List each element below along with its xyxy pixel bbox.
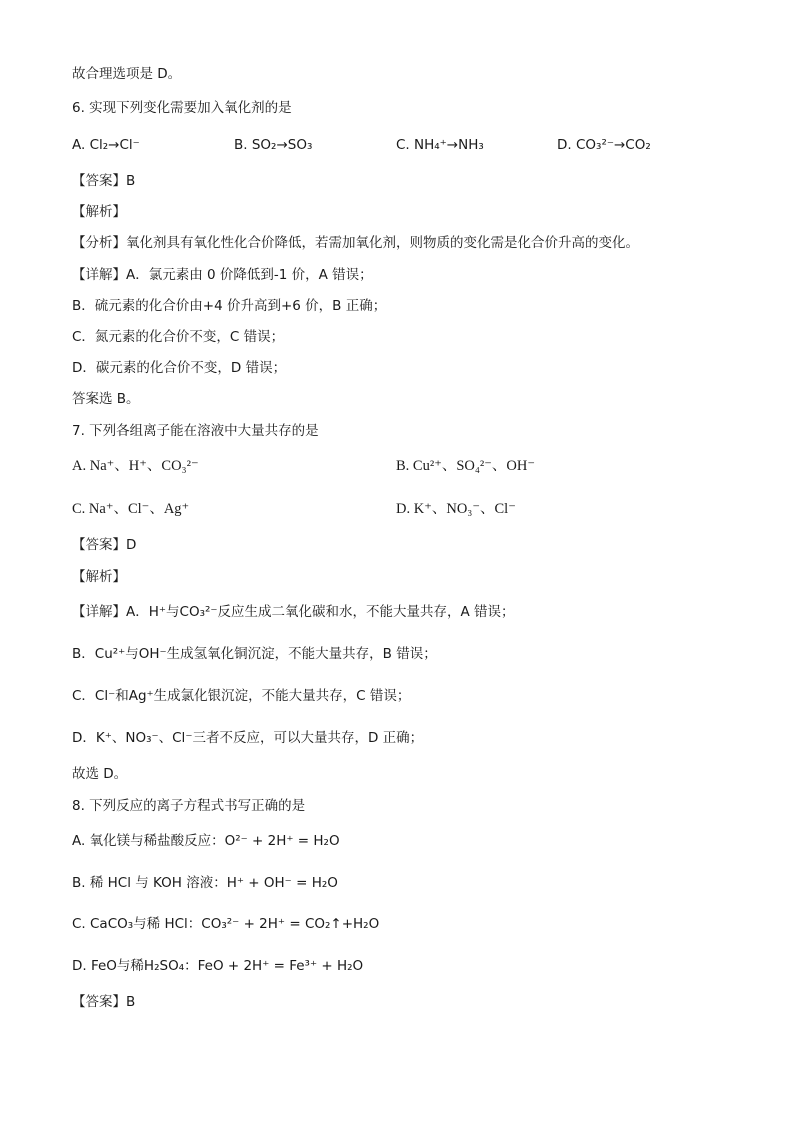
q7-conclusion: 故选 D。 <box>72 766 128 782</box>
q6-option-c-text: NH₄⁺→NH₃ <box>414 137 484 153</box>
q8-answer-tag: 【答案】 <box>72 994 126 1010</box>
q6-option-d-text: CO₃²⁻→CO₂ <box>575 137 651 153</box>
q6-option-a <box>72 135 140 155</box>
q6-fenxi-tag: 【分析】 <box>72 235 126 251</box>
q7-detail-c: C．Cl⁻和Ag⁺生成氯化银沉淀，不能大量共存，C 错误； <box>72 688 411 704</box>
q6-stem: 6. 实现下列变化需要加入氧化剂的是 <box>72 100 292 116</box>
q7-detail-a-text: A．H⁺与CO₃²⁻反应生成二氧化碳和水，不能大量共存，A 错误； <box>126 604 515 620</box>
q6-detail-b: B．硫元素的化合价由+4 价升高到+6 价，B 正确； <box>72 298 387 314</box>
q8-stem: 8. 下列反应的离子方程式书写正确的是 <box>72 798 306 814</box>
q6-option-d <box>557 135 651 155</box>
q5-conclusion: 故合理选项是 D。 <box>72 66 182 82</box>
q6-option-d-label: D. <box>557 137 576 153</box>
q6-answer-value: B <box>126 173 136 189</box>
q7-option-d: D. K⁺、NO₃⁻、Cl⁻ <box>396 501 516 517</box>
q6-analysis-tag: 【解析】 <box>72 204 126 220</box>
q8-answer <box>72 992 135 1012</box>
q7-option-c: C. Na⁺、Cl⁻、Ag⁺ <box>72 501 190 517</box>
q7-option-b: B. Cu²⁺、SO₄²⁻、OH⁻ <box>396 458 536 474</box>
q7-detail-tag: 【详解】 <box>72 604 126 620</box>
q6-detail-a <box>72 265 373 285</box>
q7-detail-d: D．K⁺、NO₃⁻、Cl⁻三者不反应，可以大量共存，D 正确； <box>72 730 424 746</box>
q7-answer-value: D <box>126 537 137 553</box>
q8-option-a: A. 氧化镁与稀盐酸反应：O²⁻ + 2H⁺ = H₂O <box>72 833 340 849</box>
q6-option-b-label: B. <box>234 137 252 153</box>
q8-answer-value: B <box>126 994 136 1010</box>
q6-option-b <box>234 135 312 155</box>
q7-detail-a <box>72 602 515 622</box>
q6-answer-tag: 【答案】 <box>72 173 126 189</box>
q6-fenxi-text: 氧化剂具有氧化性化合价降低，若需加氧化剂，则物质的变化需是化合价升高的变化。 <box>126 235 639 251</box>
q6-detail-tag: 【详解】 <box>72 267 126 283</box>
q6-option-c-label: C. <box>396 137 415 153</box>
q7-stem: 7. 下列各组离子能在溶液中大量共存的是 <box>72 423 319 439</box>
q7-analysis-tag: 【解析】 <box>72 569 126 585</box>
q8-option-b: B. 稀 HCl 与 KOH 溶液：H⁺ + OH⁻ = H₂O <box>72 875 338 891</box>
q6-option-c <box>396 135 484 155</box>
q6-detail-a-text: A．氯元素由 0 价降低到-1 价，A 错误； <box>126 267 373 283</box>
q7-detail-b: B．Cu²⁺与OH⁻生成氢氧化铜沉淀，不能大量共存，B 错误； <box>72 646 437 662</box>
q6-answer <box>72 171 135 191</box>
q6-option-b-text: SO₂→SO₃ <box>251 137 313 153</box>
q7-option-a: A. Na⁺、H⁺、CO₃²⁻ <box>72 458 199 474</box>
q6-option-a-text: Cl₂→Cl⁻ <box>89 137 140 153</box>
q8-option-d: D. FeO与稀H₂SO₄：FeO + 2H⁺ = Fe³⁺ + H₂O <box>72 958 364 974</box>
q6-conclusion: 答案选 B。 <box>72 391 140 407</box>
q8-option-c: C. CaCO₃与稀 HCl：CO₃²⁻ + 2H⁺ = CO₂↑+H₂O <box>72 916 380 932</box>
q6-detail-d: D．碳元素的化合价不变，D 错误； <box>72 360 287 376</box>
q6-fenxi <box>72 233 639 253</box>
q7-answer-tag: 【答案】 <box>72 537 126 553</box>
q7-answer <box>72 535 136 555</box>
q6-option-a-label: A. <box>72 137 90 153</box>
q6-detail-c: C．氮元素的化合价不变，C 错误； <box>72 329 285 345</box>
